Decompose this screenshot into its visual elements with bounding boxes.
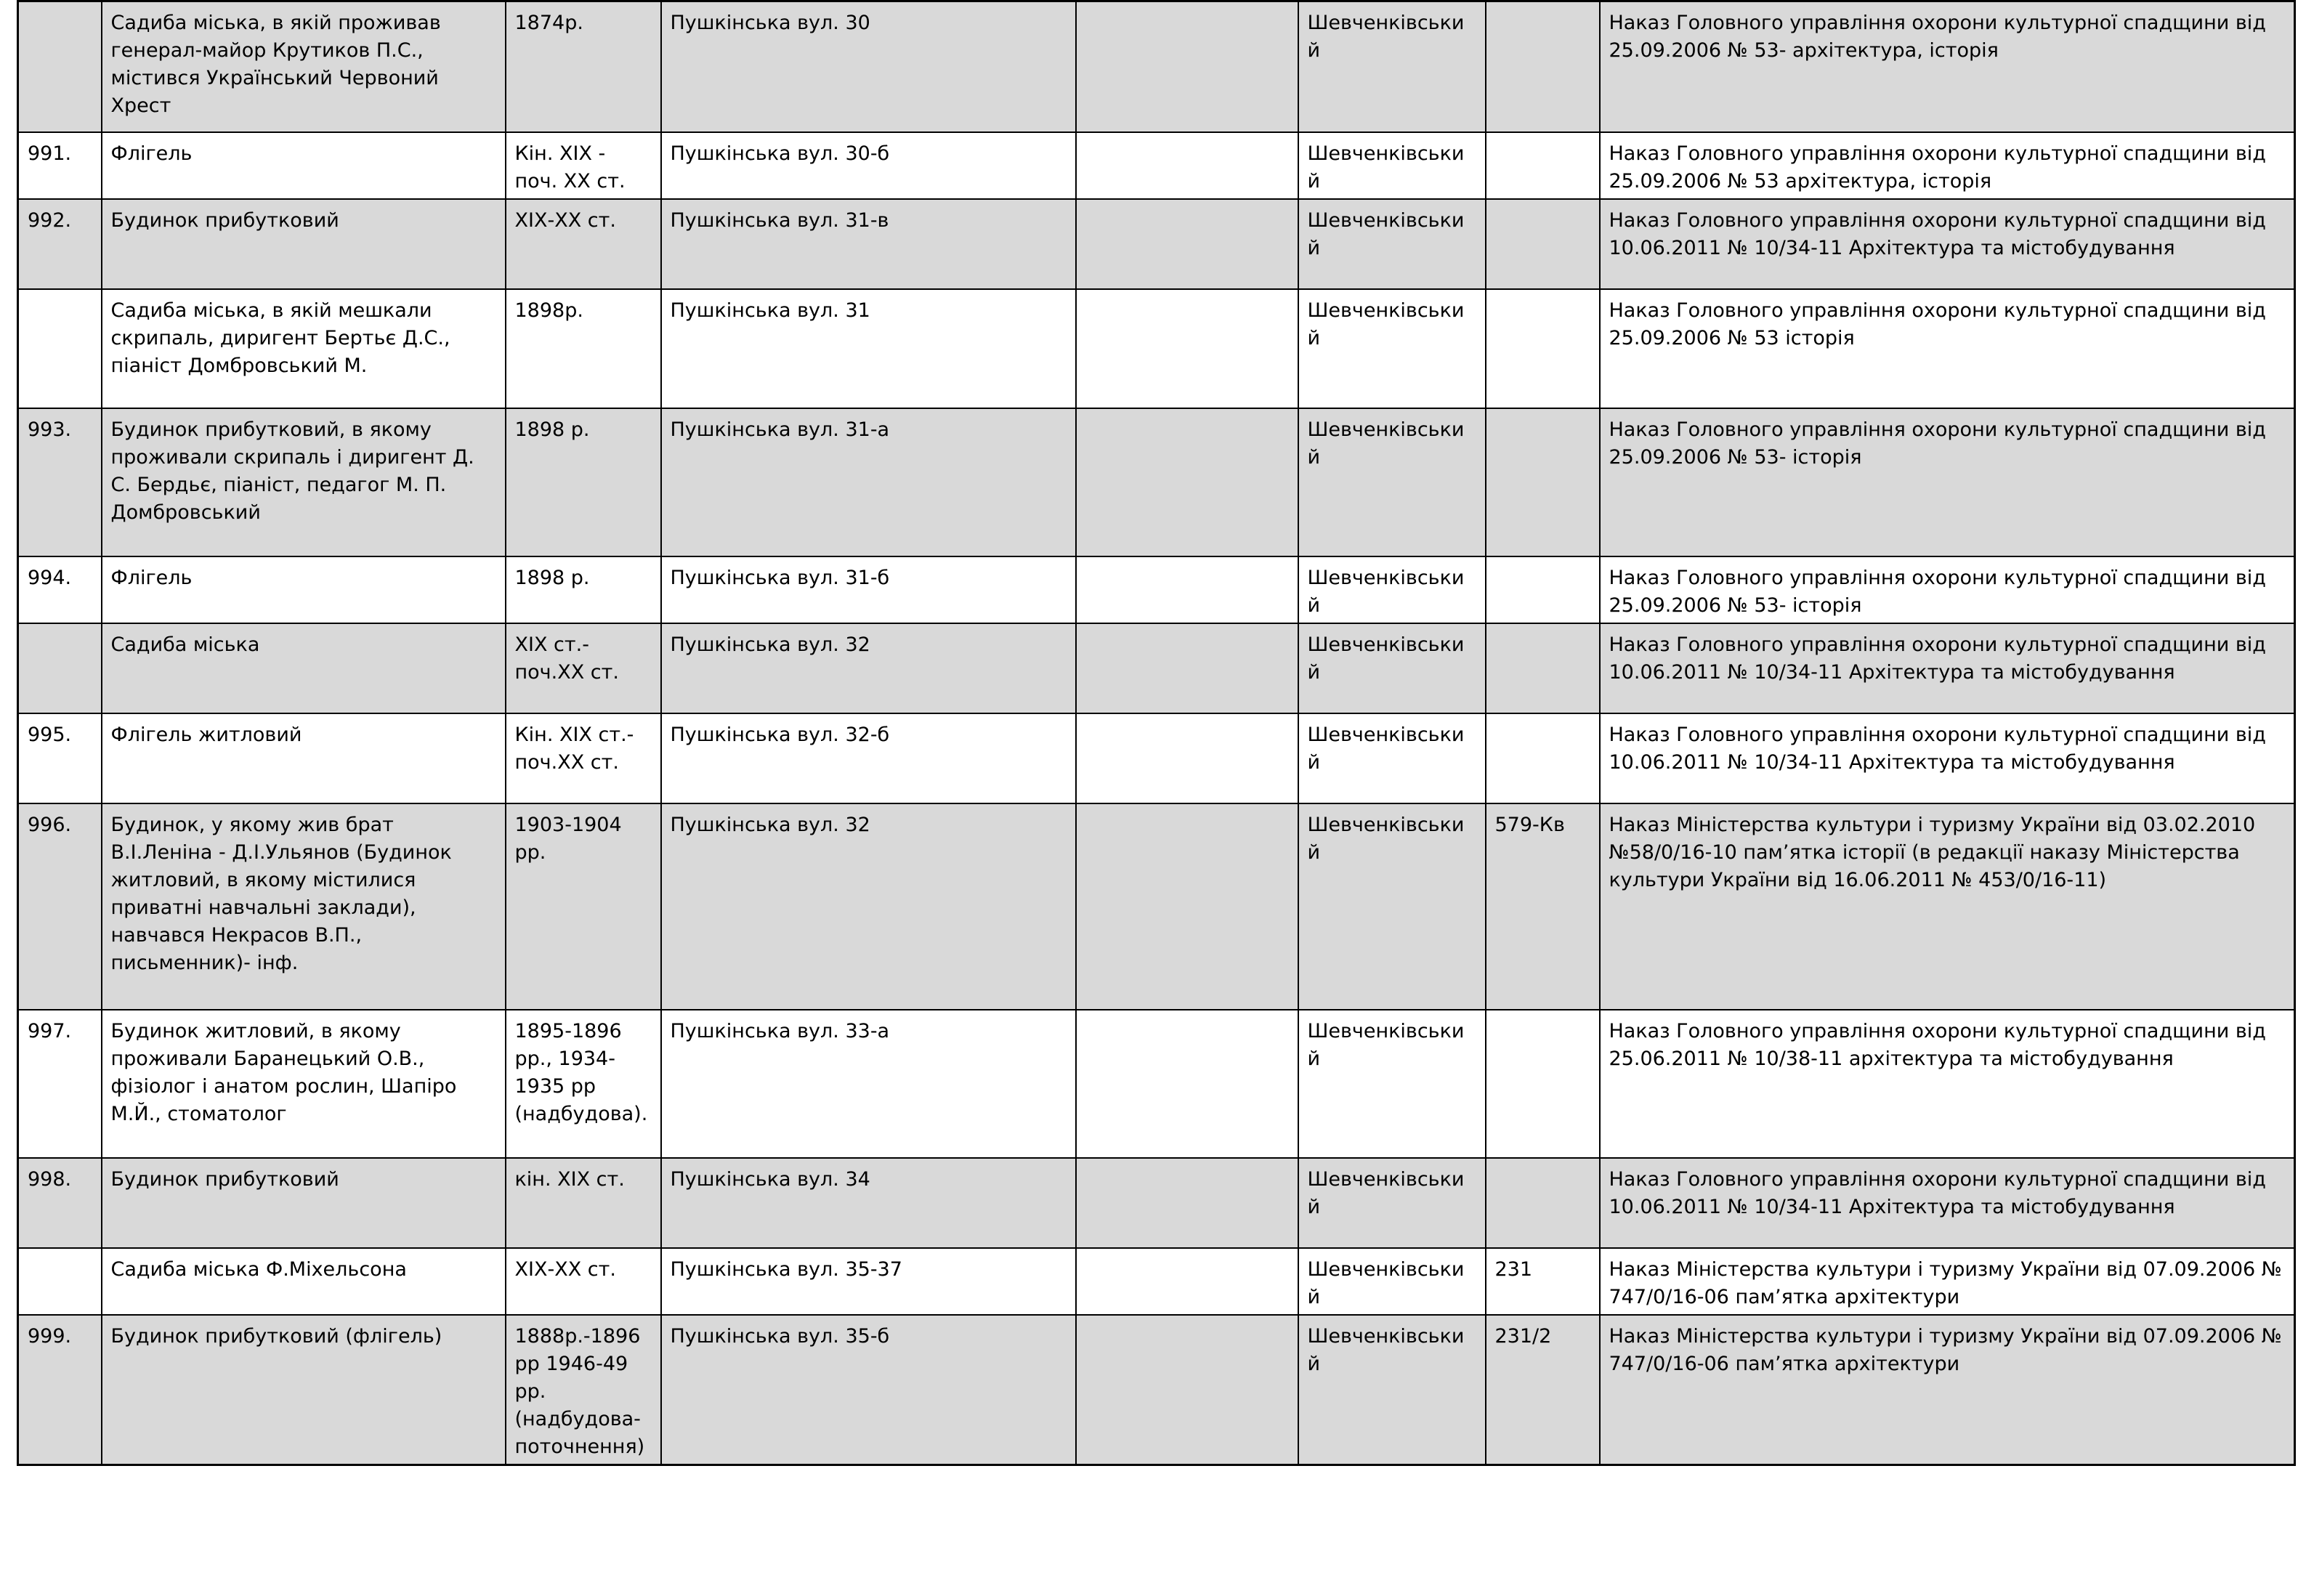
cell-legal-document: Наказ Головного управління охорони культурної спадщини від 10.06.2011 № 10/34-11 Архітектура та містобудування <box>1600 1158 2295 1248</box>
cell-empty-column <box>1076 132 1298 199</box>
cell-date: 1895-1896 рр., 1934-1935 рр (надбудова). <box>506 1010 661 1158</box>
cell-empty-column <box>1076 713 1298 803</box>
cell-number: 997. <box>18 1010 102 1158</box>
cell-address: Пушкінська вул. 32-б <box>661 713 1076 803</box>
table-row <box>18 1158 2295 1248</box>
cell-date: 1898р. <box>506 289 661 408</box>
cell-district: Шевченківський <box>1298 1158 1486 1248</box>
cell-object-name: Садиба міська Ф.Міхельсона <box>102 1248 506 1315</box>
cell-date: Кін. ХІХ ст.-поч.ХХ ст. <box>506 713 661 803</box>
cell-date: 1903-1904 рр. <box>506 803 661 1010</box>
cell-object-name: Садиба міська, в якій мешкали скрипаль, диригент Бертьє Д.С., піаніст Домбровський М. <box>102 289 506 408</box>
cell-district: Шевченківський <box>1298 1 1486 132</box>
cell-address: Пушкінська вул. 35-37 <box>661 1248 1076 1315</box>
table-row <box>18 1010 2295 1158</box>
cell-address: Пушкінська вул. 30 <box>661 1 1076 132</box>
cell-number: 998. <box>18 1158 102 1248</box>
cell-date: Кін. ХІХ - поч. ХХ ст. <box>506 132 661 199</box>
cell-empty-column <box>1076 199 1298 289</box>
cell-address: Пушкінська вул. 35-б <box>661 1315 1076 1465</box>
cell-number: 993. <box>18 408 102 556</box>
cell-number: 996. <box>18 803 102 1010</box>
cell-empty-column <box>1076 1248 1298 1315</box>
cell-number: 991. <box>18 132 102 199</box>
cell-legal-document: Наказ Головного управління охорони культурної спадщини від 25.09.2006 № 53- архітектура, історія <box>1600 1 2295 132</box>
cell-object-name: Флігель <box>102 132 506 199</box>
cell-legal-document: Наказ Міністерства культури і туризму України від 03.02.2010 №58/0/16-10 пам’ятка історії (в редакції наказу Міністерства культури України від 16.06.2011 № 453/0/16-11) <box>1600 803 2295 1010</box>
cell-registry-number <box>1486 289 1600 408</box>
cell-registry-number <box>1486 1 1600 132</box>
cell-empty-column <box>1076 556 1298 623</box>
cell-object-name: Будинок прибутковий <box>102 1158 506 1248</box>
cell-registry-number: 579-Кв <box>1486 803 1600 1010</box>
cell-empty-column <box>1076 1 1298 132</box>
cell-date: 1888р.-1896 рр 1946-49 рр.(надбудова-поточнення) <box>506 1315 661 1465</box>
cell-district: Шевченківський <box>1298 556 1486 623</box>
table-row <box>18 1248 2295 1315</box>
cell-number: 994. <box>18 556 102 623</box>
cell-object-name: Флігель житловий <box>102 713 506 803</box>
table-row <box>18 132 2295 199</box>
cell-address: Пушкінська вул. 32 <box>661 803 1076 1010</box>
cell-registry-number: 231 <box>1486 1248 1600 1315</box>
cell-district: Шевченківський <box>1298 1315 1486 1465</box>
cell-empty-column <box>1076 1315 1298 1465</box>
cell-number <box>18 623 102 713</box>
table-row <box>18 623 2295 713</box>
cell-number <box>18 289 102 408</box>
cell-object-name: Садиба міська <box>102 623 506 713</box>
table-row <box>18 199 2295 289</box>
cell-district: Шевченківський <box>1298 1248 1486 1315</box>
cell-object-name: Будинок прибутковий, в якому проживали скрипаль і диригент Д. С. Бердьє, піаніст, педагог М. П. Домбровський <box>102 408 506 556</box>
cell-district: Шевченківський <box>1298 1010 1486 1158</box>
heritage-registry-table <box>17 0 2296 1466</box>
cell-legal-document: Наказ Головного управління охорони культурної спадщини від 25.09.2006 № 53 історія <box>1600 289 2295 408</box>
cell-object-name: Флігель <box>102 556 506 623</box>
cell-legal-document: Наказ Головного управління охорони культурної спадщини від 10.06.2011 № 10/34-11 Архітектура та містобудування <box>1600 623 2295 713</box>
cell-object-name: Будинок прибутковий (флігель) <box>102 1315 506 1465</box>
table-row <box>18 713 2295 803</box>
cell-registry-number <box>1486 1158 1600 1248</box>
cell-legal-document: Наказ Головного управління охорони культурної спадщини від 25.09.2006 № 53- історія <box>1600 556 2295 623</box>
cell-date: 1874р. <box>506 1 661 132</box>
cell-object-name: Будинок житловий, в якому проживали Баранецький О.В., фізіолог і анатом рослин, Шапіро М.Й., стоматолог <box>102 1010 506 1158</box>
cell-empty-column <box>1076 1158 1298 1248</box>
cell-district: Шевченківський <box>1298 623 1486 713</box>
cell-registry-number <box>1486 556 1600 623</box>
cell-registry-number: 231/2 <box>1486 1315 1600 1465</box>
cell-object-name: Будинок, у якому жив брат В.І.Леніна - Д.І.Ульянов (Будинок житловий, в якому містилися приватні навчальні заклади), навчався Некрасов В.П., письменник)- інф. <box>102 803 506 1010</box>
cell-empty-column <box>1076 623 1298 713</box>
cell-legal-document: Наказ Головного управління охорони культурної спадщини від 25.09.2006 № 53 архітектура, історія <box>1600 132 2295 199</box>
cell-address: Пушкінська вул. 31-а <box>661 408 1076 556</box>
cell-legal-document: Наказ Міністерства культури і туризму України від 07.09.2006 № 747/0/16-06 пам’ятка архітектури <box>1600 1248 2295 1315</box>
cell-district: Шевченківський <box>1298 713 1486 803</box>
table-row <box>18 556 2295 623</box>
cell-number: 999. <box>18 1315 102 1465</box>
cell-legal-document: Наказ Головного управління охорони культурної спадщини від 10.06.2011 № 10/34-11 Архітектура та містобудування <box>1600 199 2295 289</box>
cell-address: Пушкінська вул. 30-б <box>661 132 1076 199</box>
cell-date: ХІХ ст.-поч.ХХ ст. <box>506 623 661 713</box>
cell-registry-number <box>1486 713 1600 803</box>
cell-address: Пушкінська вул. 31-б <box>661 556 1076 623</box>
cell-registry-number <box>1486 1010 1600 1158</box>
cell-district: Шевченківський <box>1298 289 1486 408</box>
cell-object-name: Садиба міська, в якій проживав генерал-майор Крутиков П.С., містився Український Червоний Хрест <box>102 1 506 132</box>
cell-empty-column <box>1076 1010 1298 1158</box>
cell-district: Шевченківський <box>1298 199 1486 289</box>
cell-empty-column <box>1076 803 1298 1010</box>
cell-number: 992. <box>18 199 102 289</box>
cell-date: 1898 р. <box>506 556 661 623</box>
table-row <box>18 1315 2295 1465</box>
cell-registry-number <box>1486 408 1600 556</box>
table-body <box>18 1 2295 1465</box>
cell-number <box>18 1248 102 1315</box>
cell-object-name: Будинок прибутковий <box>102 199 506 289</box>
cell-date: кін. ХІХ ст. <box>506 1158 661 1248</box>
cell-registry-number <box>1486 132 1600 199</box>
cell-legal-document: Наказ Головного управління охорони культурної спадщини від 10.06.2011 № 10/34-11 Архітектура та містобудування <box>1600 713 2295 803</box>
cell-address: Пушкінська вул. 31 <box>661 289 1076 408</box>
cell-legal-document: Наказ Міністерства культури і туризму України від 07.09.2006 № 747/0/16-06 пам’ятка архітектури <box>1600 1315 2295 1465</box>
cell-district: Шевченківський <box>1298 803 1486 1010</box>
cell-address: Пушкінська вул. 33-а <box>661 1010 1076 1158</box>
cell-district: Шевченківський <box>1298 408 1486 556</box>
cell-empty-column <box>1076 289 1298 408</box>
cell-registry-number <box>1486 623 1600 713</box>
cell-address: Пушкінська вул. 31-в <box>661 199 1076 289</box>
table-row <box>18 408 2295 556</box>
cell-date: ХІХ-ХХ ст. <box>506 199 661 289</box>
cell-date: 1898 р. <box>506 408 661 556</box>
cell-registry-number <box>1486 199 1600 289</box>
cell-date: ХІХ-ХХ ст. <box>506 1248 661 1315</box>
cell-number: 995. <box>18 713 102 803</box>
cell-empty-column <box>1076 408 1298 556</box>
cell-address: Пушкінська вул. 34 <box>661 1158 1076 1248</box>
cell-legal-document: Наказ Головного управління охорони культурної спадщини від 25.09.2006 № 53- історія <box>1600 408 2295 556</box>
table-row <box>18 289 2295 408</box>
table-row <box>18 803 2295 1010</box>
cell-address: Пушкінська вул. 32 <box>661 623 1076 713</box>
table-row <box>18 1 2295 132</box>
cell-legal-document: Наказ Головного управління охорони культурної спадщини від 25.06.2011 № 10/38-11 архітектура та містобудування <box>1600 1010 2295 1158</box>
cell-number <box>18 1 102 132</box>
cell-district: Шевченківський <box>1298 132 1486 199</box>
